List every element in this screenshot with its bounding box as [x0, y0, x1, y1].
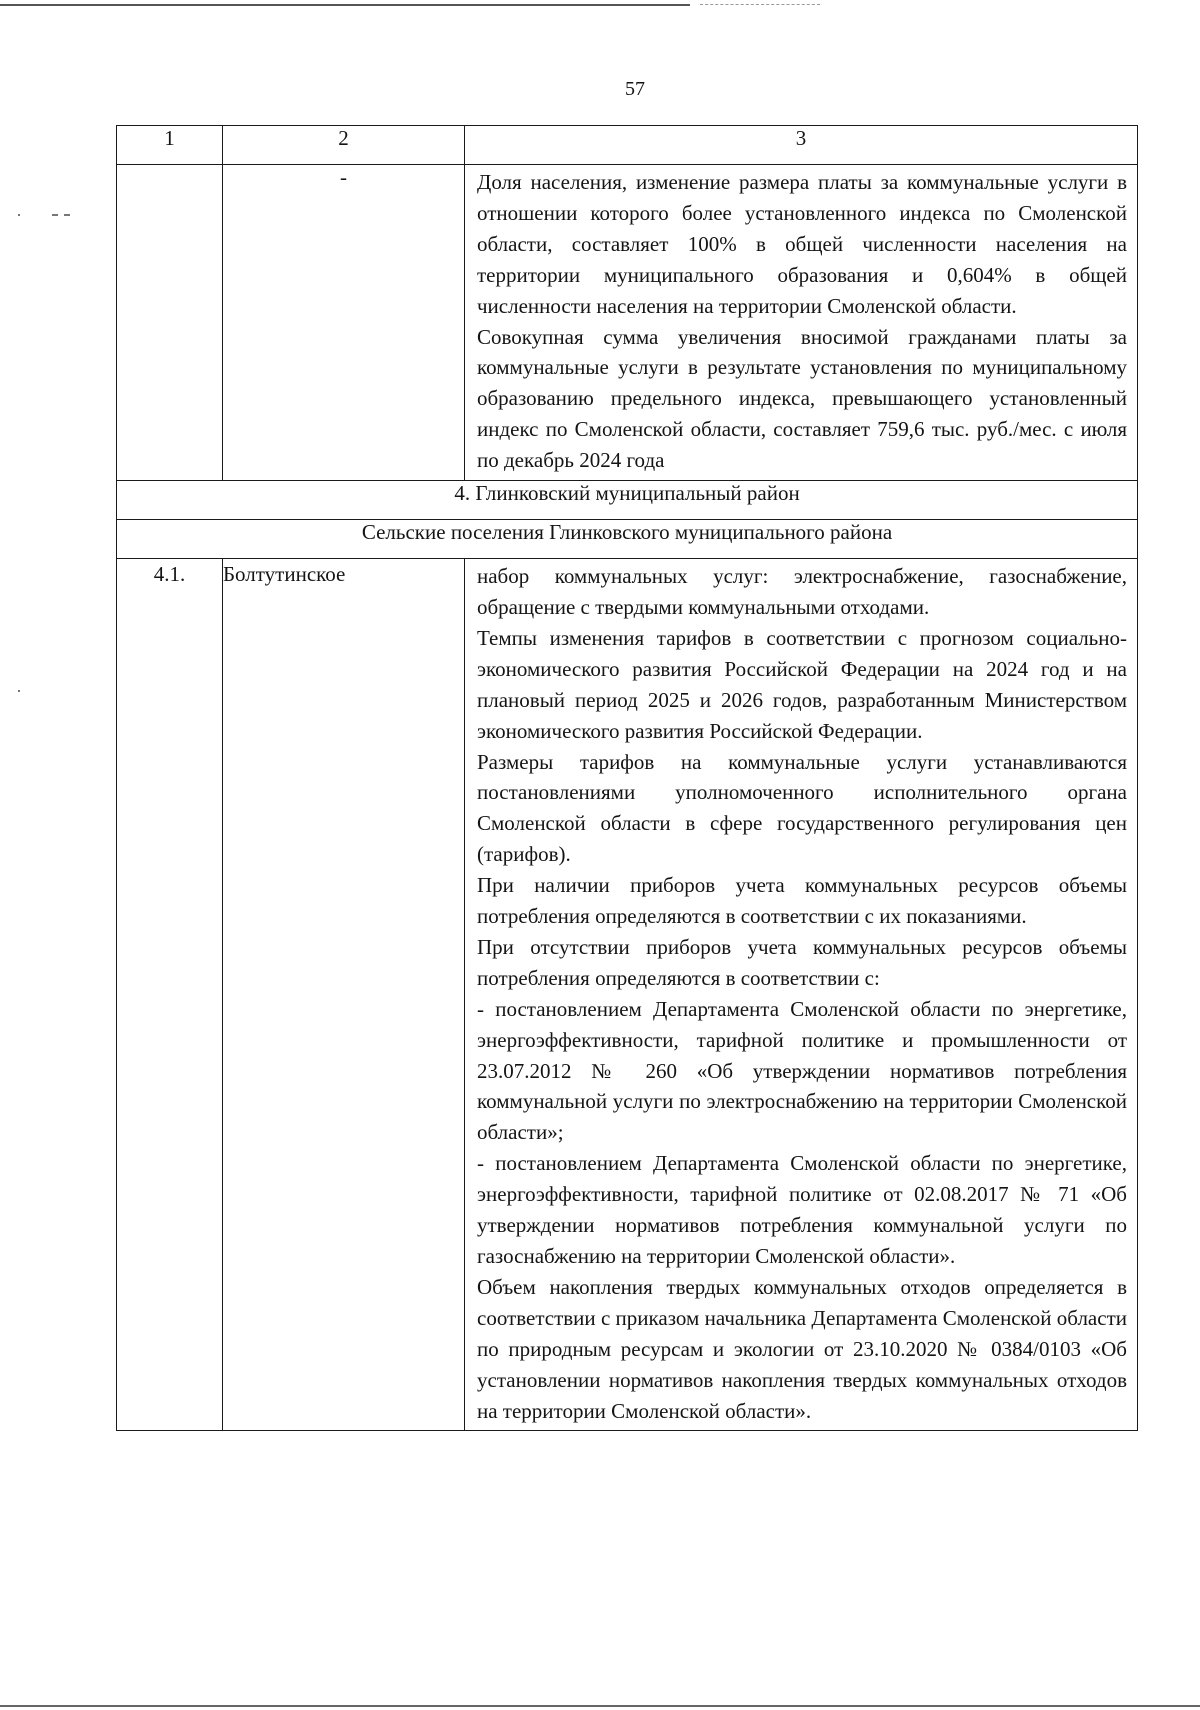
section-title: 4. Глинковский муниципальный район [117, 481, 1138, 520]
page-number: 57 [625, 78, 645, 100]
paragraph: Размеры тарифов на коммунальные услуги устанавливаются постановлениями уполномоченного исполнительного органа Смоленской области в сфере государственного регулирования цен (тарифов). [477, 749, 1127, 867]
row-number-cell [117, 165, 223, 481]
row-description-cell [465, 165, 1138, 481]
row-number-cell: 4.1. [117, 559, 223, 1431]
paragraph: Совокупная сумма увеличения вносимой гражданами платы за коммунальные услуги в результате установления по муниципальному образованию предельного индекса, превышающего установленный индекс по Смоленской области, составляет 759,6 тыс. руб./мес. с июля по декабрь 2024 года [477, 324, 1127, 473]
paragraph: При наличии приборов учета коммунальных ресурсов объемы потребления определяются в соответствии с их показаниями. [477, 873, 1127, 929]
paragraph: Темпы изменения тарифов в соответствии с прогнозом социально-экономического развития Российской Федерации на 2024 год и на плановый период 2025 и 2026 годов, разработанным Министерством экономического развития Российской Федерации. [477, 625, 1127, 743]
scan-speck [18, 214, 20, 216]
subsection-title: Сельские поселения Глинковского муниципального района [117, 520, 1138, 559]
subsection-row [117, 520, 1138, 559]
paragraph: - постановлением Департамента Смоленской области по энергетике, энергоэффективности, тарифной политике и промышленности от 23.07.2012 № 260 «Об утверждении нормативов потребления коммунальной услуги по электроснабжению на территории Смоленской области»; [477, 996, 1127, 1145]
header-cell-3: 3 [465, 126, 1138, 165]
scan-border-bottom [0, 1705, 1200, 1707]
header-cell-1: 1 [117, 126, 223, 165]
row-name-cell: - [223, 165, 465, 481]
scan-border-top [0, 4, 690, 6]
scan-speck [18, 690, 20, 692]
paragraph: - постановлением Департамента Смоленской области по энергетике, энергоэффективности, тарифной политике от 02.08.2017 № 71 «Об утверждении нормативов потребления коммунальной услуги по газоснабжению на территории Смоленской области». [477, 1151, 1127, 1268]
paragraph: При отсутствии приборов учета коммунальных ресурсов объемы потребления определяются в соответствии с: [477, 934, 1127, 990]
paragraph: набор коммунальных услуг: электроснабжение, газоснабжение, обращение с твердыми коммунальными отходами. [477, 564, 1127, 619]
document-table [116, 125, 1138, 1431]
row-name-cell: Болтутинское [223, 559, 465, 1431]
section-row [117, 481, 1138, 520]
paragraph: Объем накопления твердых коммунальных отходов определяется в соответствии с приказом начальника Департамента Смоленской области по природным ресурсам и экологии от 23.10.2020 № 0384/0103 «Об установлении нормативов накопления твердых коммунальных отходов на территории Смоленской области». [477, 1274, 1127, 1423]
row-description-cell [465, 559, 1138, 1431]
paragraph: Доля населения, изменение размера платы за коммунальные услуги в отношении которого более установленного индекса по Смоленской области, составляет 100% в общей численности населения на территории муниципального образования и 0,604% в общей численности населения на территории Смоленской области. [477, 170, 1127, 318]
scan-speck [64, 214, 70, 216]
table-header-row [117, 126, 1138, 165]
table-row-continued [117, 165, 1138, 481]
header-cell-2: 2 [223, 126, 465, 165]
scan-border-top-dashed [700, 4, 820, 6]
table-row-4-1 [117, 559, 1138, 1431]
scan-speck [52, 214, 58, 216]
